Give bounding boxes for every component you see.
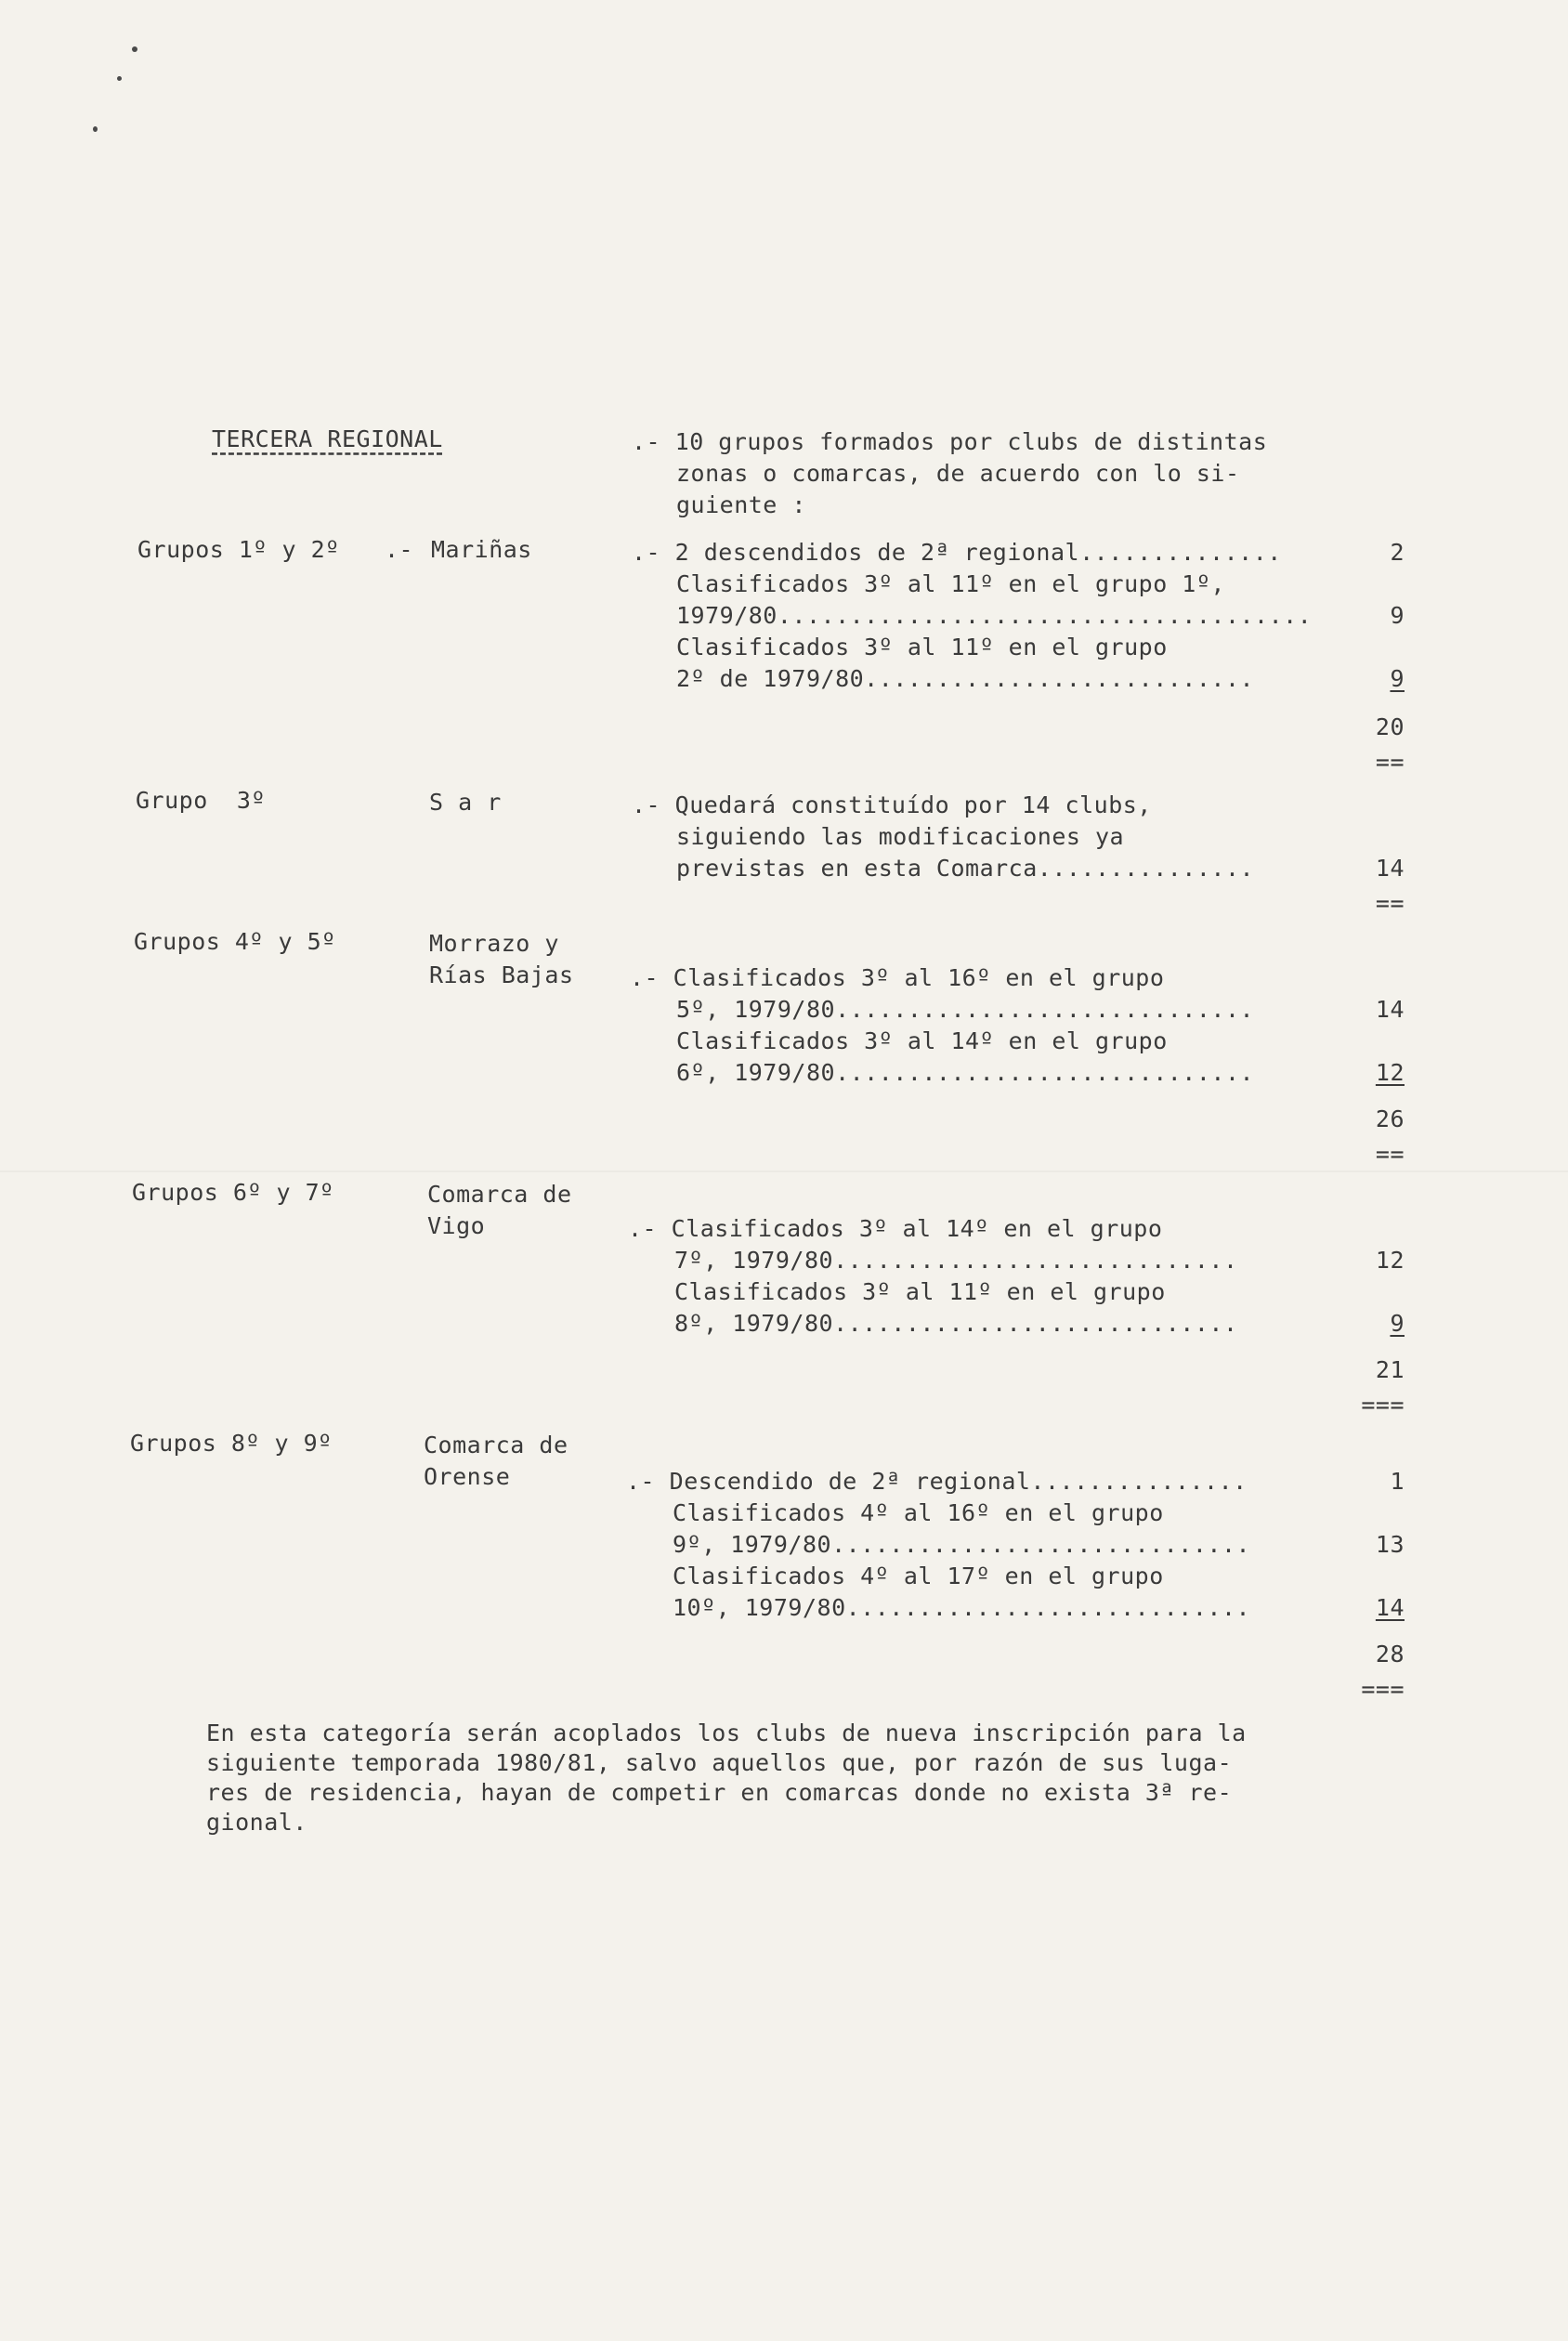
footer-paragraph-line: En esta categoría serán acoplados los clubs de nueva inscripción para la — [206, 1720, 1247, 1746]
paper-speck — [117, 76, 122, 81]
detail-line: 1979/80..................................... — [676, 602, 1313, 629]
club-count: 9 — [1390, 665, 1405, 692]
section-total: 26 — [1375, 1105, 1405, 1132]
club-count: 1 — [1390, 1468, 1405, 1495]
paper-speck — [132, 46, 137, 52]
zone-name: Comarca de — [427, 1181, 572, 1208]
detail-line: 5º, 1979/80............................. — [676, 996, 1255, 1023]
detail-line: Clasificados 4º al 17º en el grupo — [673, 1563, 1164, 1589]
club-count: 12 — [1375, 1059, 1405, 1086]
detail-line: Clasificados 3º al 11º en el grupo — [674, 1278, 1166, 1305]
detail-line: .- Clasificados 3º al 14º en el grupo — [628, 1215, 1163, 1242]
club-count: 2 — [1390, 539, 1405, 566]
section-total: 28 — [1375, 1641, 1405, 1667]
footer-paragraph-line: siguiente temporada 1980/81, salvo aquellos que, por razón de sus luga- — [206, 1749, 1233, 1776]
detail-line: .- Descendido de 2ª regional............... — [626, 1468, 1248, 1495]
total-mark: === — [1361, 1392, 1405, 1419]
group-label: Grupos 8º y 9º — [130, 1430, 333, 1457]
total-mark: == — [1375, 1141, 1405, 1168]
footer-paragraph-line: gional. — [206, 1809, 307, 1836]
detail-line: Clasificados 3º al 11º en el grupo 1º, — [676, 570, 1225, 597]
group-separator: .- — [385, 536, 414, 563]
zone-name: Comarca de — [424, 1432, 568, 1458]
detail-line: Clasificados 3º al 11º en el grupo — [676, 634, 1168, 660]
group-label: Grupo 3º — [136, 787, 266, 814]
zone-name: Rías Bajas — [429, 961, 574, 988]
detail-line: previstas en esta Comarca............... — [676, 855, 1255, 882]
detail-line: 9º, 1979/80............................. — [673, 1531, 1251, 1558]
detail-line: 7º, 1979/80............................ — [674, 1247, 1238, 1274]
club-count: 14 — [1375, 1594, 1405, 1621]
club-count: 12 — [1375, 1247, 1405, 1274]
zone-name: Mariñas — [431, 536, 532, 563]
zone-name: Vigo — [427, 1212, 486, 1239]
club-count: 9 — [1390, 1310, 1405, 1337]
group-label: Grupos 6º y 7º — [132, 1179, 334, 1206]
detail-line: Clasificados 4º al 16º en el grupo — [673, 1499, 1164, 1526]
detail-line: Clasificados 3º al 14º en el grupo — [676, 1027, 1168, 1054]
detail-line: .- Quedará constituído por 14 clubs, — [632, 791, 1152, 818]
intro-line: zonas o comarcas, de acuerdo con lo si- — [676, 460, 1240, 487]
section-total: 20 — [1375, 713, 1405, 740]
section-heading: TERCERA REGIONAL — [212, 425, 443, 452]
detail-line: 8º, 1979/80............................ — [674, 1310, 1238, 1337]
detail-line: siguiendo las modificaciones ya — [676, 823, 1125, 850]
group-label: Grupos 1º y 2º — [137, 536, 340, 563]
paper-speck — [93, 126, 98, 132]
club-count: 9 — [1390, 602, 1405, 629]
paper-fold — [0, 1170, 1568, 1172]
total-mark: == — [1375, 749, 1405, 776]
detail-line: .- Clasificados 3º al 16º en el grupo — [630, 964, 1165, 991]
detail-line: 2º de 1979/80........................... — [676, 665, 1255, 692]
club-count: 13 — [1375, 1531, 1405, 1558]
zone-name: Morrazo y — [429, 930, 559, 957]
section-total: 21 — [1375, 1356, 1405, 1383]
detail-line: 10º, 1979/80............................ — [673, 1594, 1251, 1621]
total-mark: == — [1375, 890, 1405, 917]
detail-line: .- 2 descendidos de 2ª regional.............. — [632, 539, 1282, 566]
footer-paragraph-line: res de residencia, hayan de competir en comarcas donde no exista 3ª re- — [206, 1779, 1233, 1806]
total-mark: === — [1361, 1676, 1405, 1703]
club-count: 14 — [1375, 996, 1405, 1023]
group-label: Grupos 4º y 5º — [134, 928, 336, 955]
zone-name: S a r — [429, 789, 502, 816]
zone-name: Orense — [424, 1463, 511, 1490]
intro-line: guiente : — [676, 491, 806, 518]
club-count: 14 — [1375, 855, 1405, 882]
intro-line: .- 10 grupos formados por clubs de distintas — [632, 428, 1268, 455]
detail-line: 6º, 1979/80............................. — [676, 1059, 1255, 1086]
